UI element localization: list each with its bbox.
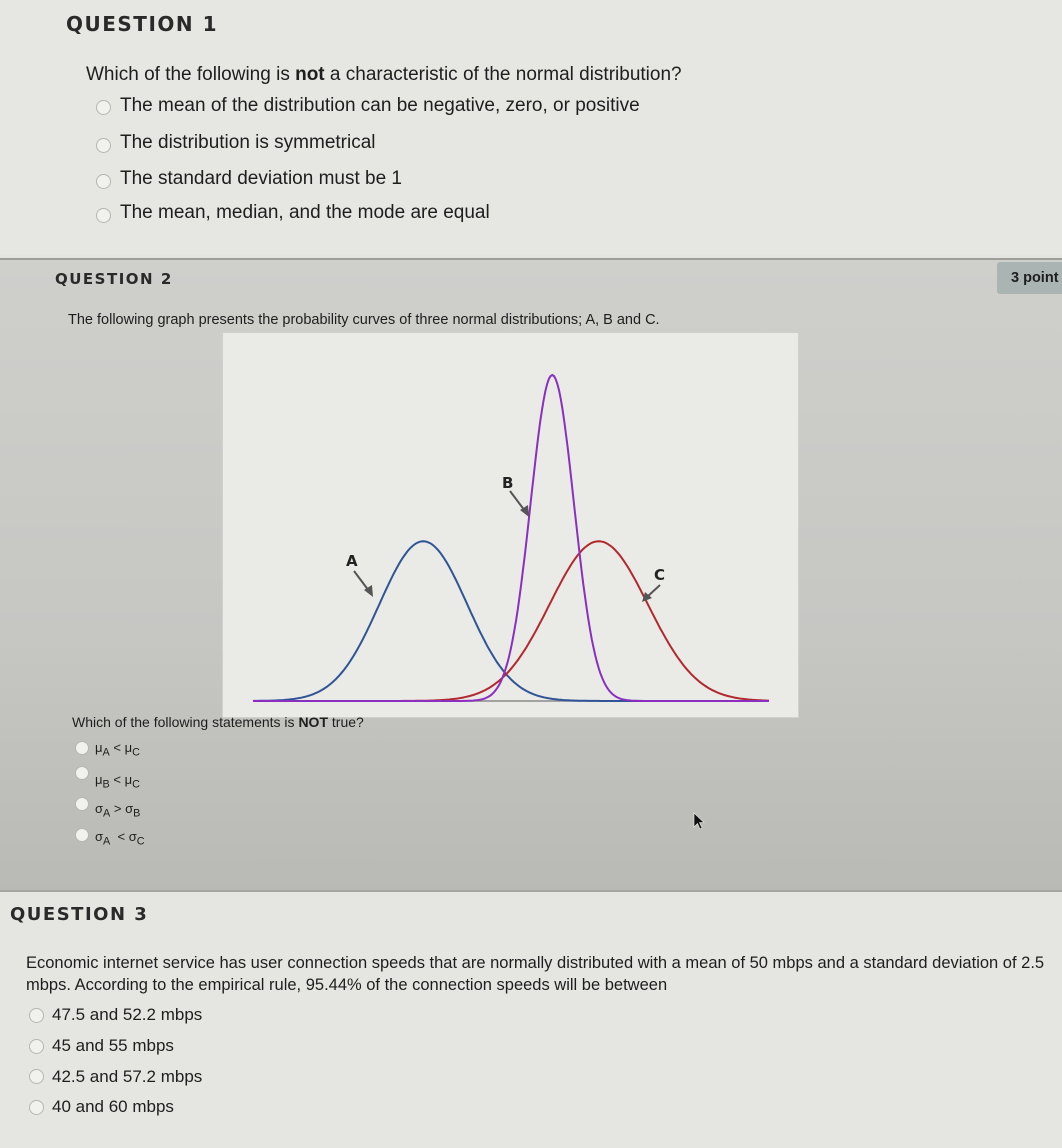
question-2-heading: QUESTION 2 (55, 270, 173, 288)
subscript: A (103, 807, 111, 820)
operator: < (110, 829, 129, 844)
subscript: C (132, 778, 140, 791)
prompt-text: a characteristic of the normal distribution? (324, 64, 682, 85)
radio-q1-option-2[interactable] (96, 138, 111, 153)
subscript: B (102, 778, 110, 791)
prompt-text: Which of the following statements is (72, 714, 299, 730)
symbol: μ (124, 740, 133, 755)
q1-option-3-label[interactable]: The standard deviation must be 1 (120, 168, 403, 189)
radio-q2-option-1[interactable] (75, 741, 89, 755)
subscript: B (133, 807, 141, 820)
question-2-prompt: The following graph presents the probability curves of three normal distributions; A, B and C. (68, 312, 660, 328)
question-3-panel (0, 890, 1062, 1148)
label-a-annotation (346, 552, 373, 597)
normal-distribution-chart (222, 332, 799, 718)
q2-option-2-label[interactable] (95, 772, 140, 791)
label-c: C (654, 566, 666, 584)
operator: < (109, 772, 125, 787)
q3-option-4-label[interactable]: 40 and 60 mbps (52, 1097, 174, 1116)
label-b-annotation (502, 474, 529, 517)
q2-option-1-label[interactable] (95, 740, 140, 759)
arrow-b-icon (510, 491, 525, 511)
question-1-heading: QUESTION 1 (66, 12, 219, 36)
arrow-c-icon (647, 585, 660, 597)
q2-option-3-label[interactable] (95, 801, 140, 820)
question-3-heading: QUESTION 3 (10, 904, 149, 925)
symbol: σ (95, 829, 104, 844)
q3-option-3-label[interactable]: 42.5 and 57.2 mbps (52, 1067, 203, 1086)
subscript: A (103, 835, 111, 848)
arrow-a-icon (354, 571, 369, 591)
question-1-panel (0, 0, 1062, 255)
label-a: A (346, 552, 358, 570)
chart-svg (223, 333, 798, 717)
q2-option-4-label[interactable] (95, 829, 145, 848)
subscript: A (102, 746, 110, 759)
curve-b (253, 375, 769, 701)
question-2-panel (0, 258, 1062, 890)
question-3-prompt: Economic internet service has user connection speeds that are normally distributed with a mean of 50 mbps and a standard deviation of 2.5 mbps. According to the empirical rule, 95.44% of the connection speeds will be between (26, 954, 1045, 994)
q1-option-1-label[interactable]: The mean of the distribution can be negative, zero, or positive (120, 95, 640, 116)
q1-option-2-label[interactable]: The distribution is symmetrical (120, 132, 376, 153)
question-2-sub-prompt (72, 714, 364, 730)
subscript: C (136, 835, 145, 848)
radio-q3-option-2[interactable] (29, 1039, 44, 1054)
operator: < (109, 740, 125, 755)
symbol: μ (124, 772, 133, 787)
radio-q1-option-3[interactable] (96, 174, 111, 189)
points-badge: 3 point (997, 262, 1062, 294)
radio-q3-option-4[interactable] (29, 1100, 44, 1115)
symbol: μ (95, 772, 103, 787)
label-c-annotation (642, 566, 665, 602)
radio-q2-option-3[interactable] (75, 797, 89, 811)
curve-a (253, 541, 769, 701)
q1-option-4-label[interactable]: The mean, median, and the mode are equal (120, 202, 490, 223)
subscript: C (132, 746, 140, 759)
prompt-text: true? (328, 714, 364, 730)
q3-option-1-label[interactable]: 47.5 and 52.2 mbps (52, 1005, 203, 1024)
radio-q3-option-1[interactable] (29, 1008, 44, 1023)
radio-q1-option-1[interactable] (96, 100, 111, 115)
radio-q2-option-4[interactable] (75, 828, 89, 842)
question-1-prompt (86, 64, 682, 86)
label-b: B (502, 474, 514, 492)
prompt-text: Which of the following is (86, 64, 296, 85)
radio-q3-option-3[interactable] (29, 1069, 44, 1084)
symbol: σ (95, 801, 104, 816)
prompt-emphasis: NOT (298, 714, 328, 730)
radio-q2-option-2[interactable] (75, 766, 89, 780)
operator: > (110, 801, 126, 816)
symbol: σ (125, 801, 134, 816)
prompt-emphasis: not (295, 64, 325, 85)
symbol: σ (128, 829, 137, 844)
mouse-cursor-icon (693, 812, 707, 832)
radio-q1-option-4[interactable] (96, 208, 111, 223)
q3-option-2-label[interactable]: 45 and 55 mbps (52, 1036, 174, 1055)
curve-c (253, 541, 769, 701)
symbol: μ (95, 740, 103, 755)
